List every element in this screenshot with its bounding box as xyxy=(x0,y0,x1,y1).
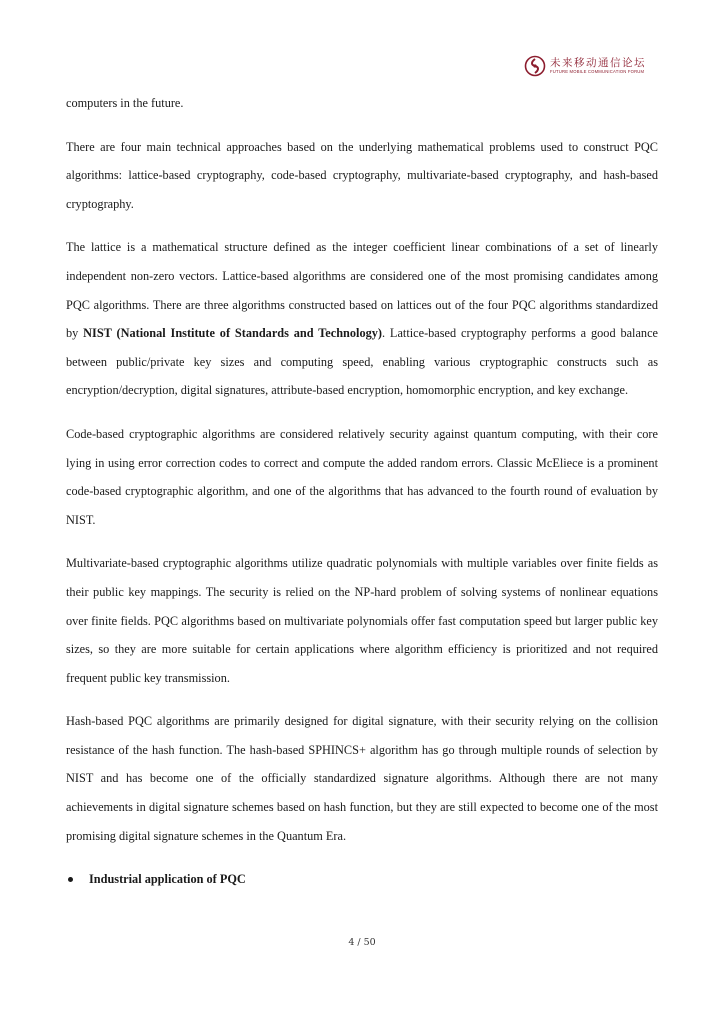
forum-logo-icon xyxy=(524,55,546,77)
paragraph-approaches: There are four main technical approaches based on the underlying mathematical problems used to construct PQC algorithms: lattice-based cryptography, code-based cryptography, multivariate-based cryptography, and hash-based cryptography. xyxy=(66,139,658,211)
paragraph-code-based: Code-based cryptographic algorithms are considered relatively security against quantum computing, with their core lying in using error correction codes to correct and compute the added random errors. Classic McEliece is a prominent code-based cryptographic algorithm, and one of the algorithms that has advanced to the fourth round of evaluation by NIST. xyxy=(66,426,658,527)
paragraph-multivariate: Multivariate-based cryptographic algorithms utilize quadratic polynomials with multiple variables over finite fields as their public key mappings. The security is relied on the NP-hard problem of solving systems of nonlinear equations over finite fields. PQC algorithms based on multivariate polynomials offer fast computation speed but larger public key sizes, so they are more suitable for certain applications where algorithm efficiency is prioritized and not required frequent public key transmission. xyxy=(66,556,658,685)
lattice-text-after: . Lattice-based cryptography performs a good balance between public/private key sizes and computing speed, enabling various cryptographic constructs such as encryption/decryption, digital signatures, attribute-based encryption, homomorphic encryption, and key exchange. xyxy=(66,326,658,398)
forum-logo xyxy=(524,54,654,78)
paragraph-continuation: computers in the future. xyxy=(66,96,184,110)
document-body xyxy=(66,89,658,894)
page-number: 4 / 50 xyxy=(348,937,376,948)
logo-english-text: FUTURE MOBILE COMMUNICATION FORUM xyxy=(550,69,645,75)
nist-term: NIST (National Institute of Standards and Technology) xyxy=(83,326,382,341)
lattice-text-before: The lattice is a mathematical structure defined as the integer coefficient linear combinations of a set of linearly independent non-zero vectors. Lattice-based algorithms are considered one of the most promising candidates among PQC algorithms. There are three algorithms constructed based on lattices out of the four PQC algorithms standardized by xyxy=(66,240,658,341)
logo-chinese-text: 未来移动通信论坛 xyxy=(550,56,646,69)
paragraph-hash-based: Hash-based PQC algorithms are primarily designed for digital signature, with their security relying on the collision resistance of the hash function. The hash-based SPHINCS+ algorithm has go through multiple rounds of selection by NIST and has become one of the officially standardized signature algorithms. Although there are not many achievements in digital signature schemes based on hash function, but they are still expected to become one of the most promising digital signature schemes in the Quantum Era. xyxy=(66,714,658,843)
section-heading-text: Industrial application of PQC xyxy=(89,872,246,887)
bullet-icon xyxy=(68,877,73,882)
paragraph-lattice xyxy=(66,233,658,405)
section-heading-industrial xyxy=(66,865,658,894)
